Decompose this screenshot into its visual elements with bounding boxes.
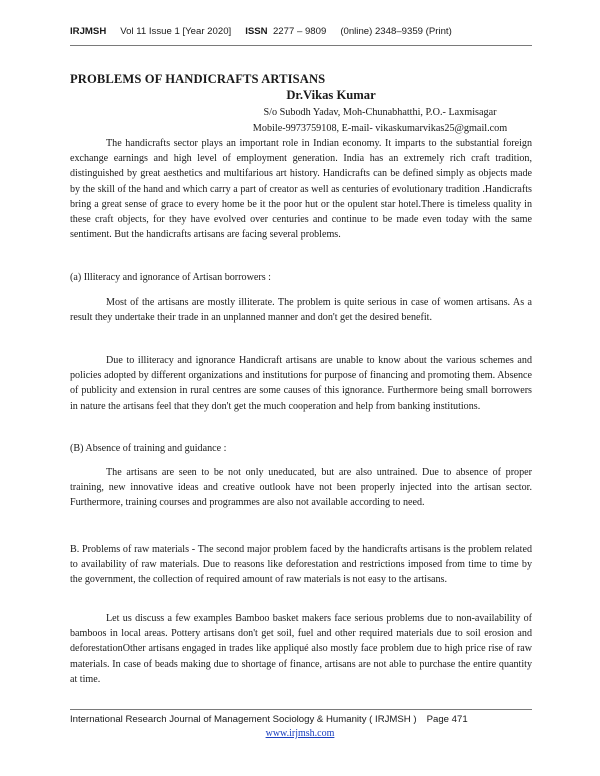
running-footer <box>70 714 532 725</box>
paragraph-examples <box>70 611 532 687</box>
intro-text: The handicrafts sector plays an important role in Indian economy. It imparts to the substantial foreign exchange earnings and high level of employment generation. India has an extremely rich craft tradition, distinguished by great aesthetics and multifarious art history. Handicrafts can be defined simply as objects made by the skill of the hand and which carry a part of creator as well as centuries of evolutionary tradition .Handicrafts bring a great sense of grace to every home be it the poor hut or the opulent star hotel.There is timeless quality in these craft objects, for they have evolved over centuries and continue to be made even today with the same sentiment. But the handicrafts artisans are facing several problems. <box>70 138 532 241</box>
paragraph-text: Due to illiteracy and ignorance Handicraft artisans are unable to know about the various schemes and policies adopted by different organizations and institutions for purpose of financing and promoting them. Absence of publicity and extension in rural centres are some causes of this ignorance. Furthermore being small borrowers in nature the artisans feel that they don't get the much cooperation and help from banking institutions. <box>70 355 532 412</box>
author-address: S/o Subodh Yadav, Moh-Chunabhatthi, P.O.- Laxmisagar <box>263 107 497 118</box>
paragraph-training <box>70 465 532 511</box>
header-divider <box>70 45 532 46</box>
section-heading-illiteracy <box>70 270 532 285</box>
journal-full-name: International Research Journal of Management Sociology & Humanity ( IRJMSH ) <box>70 714 417 725</box>
issn-label: ISSN <box>245 26 268 37</box>
author-contact: Mobile-9973759108, E-mail- vikaskumarvikas25@gmail.com <box>252 123 508 134</box>
paragraph-illiteracy-2 <box>70 353 532 414</box>
article-title: PROBLEMS OF HANDICRAFTS ARTISANS <box>70 72 326 86</box>
footer-divider <box>70 709 532 710</box>
page-number: Page 471 <box>426 714 468 725</box>
running-header <box>70 26 540 37</box>
journal-abbrev: IRJMSH <box>70 26 107 37</box>
paragraph-text: The artisans are seen to be not only uneducated, but are also untrained. Due to absence of proper training, new innovative ideas and creative outlook have not been properly injected into the artisan sector. Furthermore, training courses and programmes are also not available according to need. <box>70 467 532 509</box>
journal-website-link[interactable]: www.irjmsh.com <box>265 728 335 739</box>
volume-issue: Vol 11 Issue 1 [Year 2020] <box>120 26 232 37</box>
heading-text: (B) Absence of training and guidance : <box>70 443 227 454</box>
paragraph-text: B. Problems of raw materials - The second major problem faced by the handicrafts artisans is the problem related to availability of raw materials. Due to reasons like deforestation and restrictions imposed from time to time by the government, the collection of required amount of raw materials is not easy to the artisans. <box>70 544 532 586</box>
issn-number: 2277 – 9809 <box>272 26 327 37</box>
author-name: Dr.Vikas Kumar <box>286 88 376 102</box>
section-heading-training <box>70 441 532 456</box>
paragraph-text: Most of the artisans are mostly illiterate. The problem is quite serious in case of women artisans. As a result they undertake their trade in an unplanned manner and don't get the desired benefit. <box>70 297 532 324</box>
issn-online-print: (0nline) 2348–9359 (Print) <box>340 26 452 37</box>
paragraph-raw-materials <box>70 542 532 588</box>
intro-paragraph <box>70 136 532 242</box>
paragraph-text: Let us discuss a few examples Bamboo basket makers face serious problems due to non-availability of bamboos in local areas. Pottery artisans don't get soil, fuel and other required materials due to soil erosion and deforestationOther artisans engaged in trades like appliqué also mostly face problem due to high price rise of raw materials. In case of beads making due to shortage of finance, artisans are not able to purchase the entire quantity at time. <box>70 613 532 685</box>
paragraph-illiteracy-1 <box>70 295 532 325</box>
heading-text: (a) Illiteracy and ignorance of Artisan borrowers : <box>70 272 271 283</box>
